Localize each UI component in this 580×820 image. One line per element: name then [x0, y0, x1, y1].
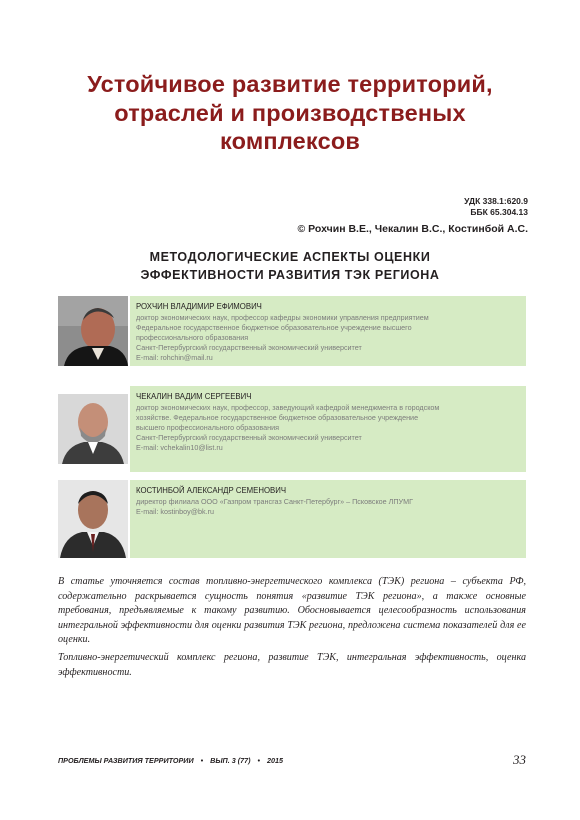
author-card	[58, 386, 526, 472]
author-email: E-mail: rohchin@mail.ru	[136, 353, 213, 362]
heading-line-1: Устойчивое развитие территорий,	[87, 71, 493, 97]
bbk-code: ББК 65.304.13	[470, 207, 528, 217]
copyright-authors: © Рохчин В.Е., Чекалин В.С., Костинбой А.С.	[297, 223, 528, 235]
author-affiliation: профессионального образования	[136, 333, 249, 342]
author-card	[58, 480, 526, 558]
author-portrait-icon	[58, 296, 128, 366]
heading-line-2: отраслей и производственых	[114, 99, 466, 126]
footer-separator: •	[257, 756, 261, 765]
classification-codes	[464, 196, 528, 218]
author-info-box	[130, 480, 526, 558]
page-number: 33	[513, 752, 526, 767]
udk-code: УДК 338.1:620.9	[464, 196, 528, 206]
article-title	[70, 248, 510, 284]
footer-journal-name: ПРОБЛЕМЫ РАЗВИТИЯ ТЕРРИТОРИИ	[58, 756, 194, 765]
author-affiliation: высшего профессионального образования	[136, 423, 279, 432]
footer-year: 2015	[267, 756, 284, 765]
author-name: ЧЕКАЛИН ВАДИМ СЕРГЕЕВИЧ	[136, 392, 252, 401]
author-degree: доктор экономических наук, профессор, заведующий кафедрой менеджмента в городском	[136, 403, 440, 412]
author-portrait-icon	[58, 480, 128, 558]
footer-separator: •	[200, 756, 204, 765]
journal-section-heading	[40, 70, 540, 156]
author-affiliation: Федеральное государственное бюджетное образовательное учреждение высшего	[136, 323, 412, 332]
article-title-line-2: ЭФФЕКТИВНОСТИ РАЗВИТИЯ ТЭК РЕГИОНА	[140, 268, 440, 282]
author-name: РОХЧИН ВЛАДИМИР ЕФИМОВИЧ	[136, 302, 262, 311]
author-info-box	[130, 296, 526, 366]
author-portrait-icon	[58, 394, 128, 464]
author-email: E-mail: vchekalin10@list.ru	[136, 443, 223, 452]
footer-issue: ВЫП. 3 (77)	[210, 756, 251, 765]
author-name: КОСТИНБОЙ АЛЕКСАНДР СЕМЕНОВИЧ	[136, 486, 287, 495]
author-email: E-mail: kostinboy@bk.ru	[136, 507, 214, 516]
author-position: директор филиала ООО «Газпром трансгаз Санкт-Петербург» – Псковское ЛПУМГ	[136, 497, 413, 506]
author-university: Санкт-Петербургский государственный экономический университет	[136, 343, 362, 352]
author-university: Санкт-Петербургский государственный экономический университет	[136, 433, 362, 442]
article-title-line-1: МЕТОДОЛОГИЧЕСКИЕ АСПЕКТЫ ОЦЕНКИ	[149, 250, 431, 264]
running-footer	[58, 756, 283, 765]
abstract: В статье уточняется состав топливно-энергетического комплекса (ТЭК) региона – субъекта РФ, содержательно раскрывается сущность понятия «развитие ТЭК региона», а также основные требования, предъявляемые к такому развитию. Обосновывается целесообразность использования интегральной эффективности для оценки развития ТЭК региона, предложена система показателей для ее оценки.	[58, 576, 526, 646]
keywords: Топливно-энергетический комплекс региона, развитие ТЭК, интегральная эффективность, оценка эффективности.	[58, 652, 526, 678]
author-card	[58, 296, 526, 366]
author-photo	[58, 394, 128, 464]
author-photo	[58, 480, 128, 558]
author-affiliation: хозяйстве. Федеральное государственное бюджетное образовательное учреждение	[136, 413, 419, 422]
heading-line-3: комплексов	[219, 128, 361, 154]
author-degree: доктор экономических наук, профессор кафедры экономики управления предприятием	[136, 313, 429, 322]
author-info-box	[130, 386, 526, 472]
author-photo	[58, 296, 128, 366]
